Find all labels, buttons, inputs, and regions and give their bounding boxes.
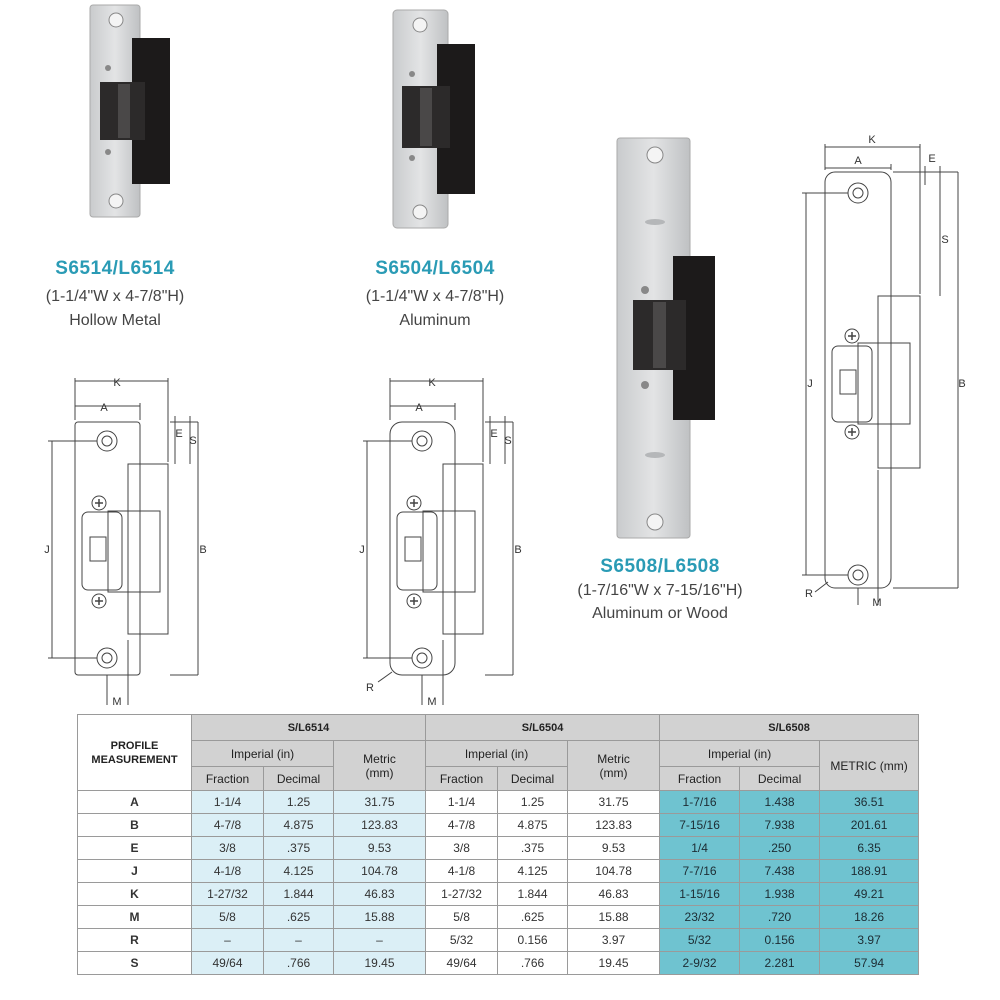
table-cell: 2-9/32 (660, 952, 740, 975)
table-cell: 46.83 (568, 883, 660, 906)
dim-label-j-6514: J (44, 544, 50, 556)
group-header-6514: S/L6514 (192, 715, 426, 741)
dim-label-s-6514: S (189, 435, 197, 447)
table-row (78, 814, 919, 837)
table-row (78, 837, 919, 860)
profile-header-line-2: MEASUREMENT (91, 753, 178, 766)
table-cell: .720 (740, 906, 820, 929)
row-label: M (78, 906, 192, 929)
table-cell: 6.35 (820, 837, 919, 860)
table-cell: 1/4 (660, 837, 740, 860)
table-cell: 19.45 (334, 952, 426, 975)
row-label: B (78, 814, 192, 837)
imperial-header-6504: Imperial (in) (426, 741, 568, 767)
table-cell: 3/8 (192, 837, 264, 860)
fraction-header: Fraction (426, 767, 498, 791)
table-cell: 31.75 (568, 791, 660, 814)
table-cell: .375 (498, 837, 568, 860)
imperial-header-6514: Imperial (in) (192, 741, 334, 767)
table-cell: 5/32 (660, 929, 740, 952)
table-cell: 0.156 (740, 929, 820, 952)
table-row (78, 906, 919, 929)
imperial-header-6508: Imperial (in) (660, 741, 820, 767)
metric-header-6504 (568, 741, 660, 791)
row-label: J (78, 860, 192, 883)
table-cell: 4.125 (264, 860, 334, 883)
table-cell: 1.938 (740, 883, 820, 906)
table-cell: 1.25 (498, 791, 568, 814)
table-cell: 36.51 (820, 791, 919, 814)
table-cell: .375 (264, 837, 334, 860)
table-cell: 1-7/16 (660, 791, 740, 814)
table-cell: – (264, 929, 334, 952)
model-size-6514: (1-1/4"W x 4-7/8"H) (45, 288, 185, 305)
dim-label-b-6504: B (514, 544, 522, 556)
profile-header (78, 715, 192, 791)
dim-label-m-6514: M (112, 696, 122, 708)
metric-header-6508: METRIC (mm) (820, 741, 919, 791)
metric-header-line-1: Metric (363, 751, 396, 766)
decimal-header: Decimal (498, 767, 568, 791)
table-cell: – (192, 929, 264, 952)
dim-label-e-6508: E (928, 153, 936, 165)
dim-label-j-6508: J (807, 378, 813, 390)
dim-label-k-6514: K (113, 377, 121, 389)
model-material-6504: Aluminum (399, 312, 471, 329)
dim-label-b-6514: B (199, 544, 207, 556)
table-cell: 104.78 (334, 860, 426, 883)
model-name-6514: S6514/L6514 (55, 258, 175, 279)
model-name-6508: S6508/L6508 (600, 556, 720, 577)
table-cell: .766 (498, 952, 568, 975)
model-name-6504: S6504/L6504 (375, 258, 495, 279)
table-cell: 31.75 (334, 791, 426, 814)
table-row (78, 791, 919, 814)
table-cell: 5/8 (426, 906, 498, 929)
metric-header-line-2: (mm) (365, 765, 394, 780)
table-cell: .766 (264, 952, 334, 975)
table-cell: 7.938 (740, 814, 820, 837)
metric-header-6514 (334, 741, 426, 791)
table-cell: 7.438 (740, 860, 820, 883)
spec-table (77, 714, 919, 975)
table-cell: 1.25 (264, 791, 334, 814)
table-cell: 7-7/16 (660, 860, 740, 883)
model-size-6508: (1-7/16"W x 7-15/16"H) (577, 582, 743, 599)
metric-header-line-1: Metric (597, 751, 630, 766)
table-cell: 4.875 (264, 814, 334, 837)
row-label: E (78, 837, 192, 860)
table-cell: 4-7/8 (192, 814, 264, 837)
table-row (78, 883, 919, 906)
table-cell: 15.88 (334, 906, 426, 929)
table-cell: 3.97 (568, 929, 660, 952)
table-cell: 1.438 (740, 791, 820, 814)
row-label: A (78, 791, 192, 814)
group-header-6508: S/L6508 (660, 715, 919, 741)
table-cell: 188.91 (820, 860, 919, 883)
dim-label-s-6508: S (941, 234, 949, 246)
table-cell: 5/8 (192, 906, 264, 929)
table-cell: 123.83 (568, 814, 660, 837)
table-cell: .625 (498, 906, 568, 929)
table-cell: 5/32 (426, 929, 498, 952)
metric-header-line-2: (mm) (599, 765, 628, 780)
dim-label-a-6508: A (854, 155, 862, 167)
dim-label-r-6504: R (366, 682, 374, 694)
table-cell: 15.88 (568, 906, 660, 929)
dim-label-e-6504: E (490, 428, 498, 440)
table-cell: 3.97 (820, 929, 919, 952)
decimal-header: Decimal (264, 767, 334, 791)
table-cell: 49/64 (426, 952, 498, 975)
table-cell: 123.83 (334, 814, 426, 837)
table-row (78, 929, 919, 952)
dim-label-m-6508: M (872, 597, 882, 609)
table-cell: 4-7/8 (426, 814, 498, 837)
dim-label-r-6508: R (805, 588, 813, 600)
group-header-6504: S/L6504 (426, 715, 660, 741)
table-cell: 4-1/8 (426, 860, 498, 883)
table-cell: 1-27/32 (192, 883, 264, 906)
row-label: R (78, 929, 192, 952)
dim-label-k-6508: K (868, 134, 876, 146)
row-label: K (78, 883, 192, 906)
decimal-header: Decimal (740, 767, 820, 791)
table-cell: .250 (740, 837, 820, 860)
table-cell: 1-1/4 (192, 791, 264, 814)
table-cell: 1-1/4 (426, 791, 498, 814)
dim-label-k-6504: K (428, 377, 436, 389)
table-cell: 7-15/16 (660, 814, 740, 837)
table-cell: 4.125 (498, 860, 568, 883)
dimension-drawing-6508 (802, 144, 958, 605)
table-cell: 23/32 (660, 906, 740, 929)
dim-label-j-6504: J (359, 544, 365, 556)
table-cell: 46.83 (334, 883, 426, 906)
dim-label-e-6514: E (175, 428, 183, 440)
fraction-header: Fraction (660, 767, 740, 791)
table-cell: 49/64 (192, 952, 264, 975)
table-cell: 19.45 (568, 952, 660, 975)
table-row (78, 860, 919, 883)
table-cell: – (334, 929, 426, 952)
model-material-6508: Aluminum or Wood (592, 605, 728, 622)
table-cell: 1-27/32 (426, 883, 498, 906)
table-cell: 18.26 (820, 906, 919, 929)
table-cell: 3/8 (426, 837, 498, 860)
table-cell: 4-1/8 (192, 860, 264, 883)
dim-label-b-6508: B (958, 378, 966, 390)
model-size-6504: (1-1/4"W x 4-7/8"H) (365, 288, 505, 305)
dim-label-a-6514: A (100, 402, 108, 414)
table-cell: 1.844 (264, 883, 334, 906)
table-cell: 201.61 (820, 814, 919, 837)
table-cell: 104.78 (568, 860, 660, 883)
table-cell: 2.281 (740, 952, 820, 975)
table-cell: 49.21 (820, 883, 919, 906)
dim-label-m-6504: M (427, 696, 437, 708)
model-material-6514: Hollow Metal (69, 312, 161, 329)
dim-label-a-6504: A (415, 402, 423, 414)
dim-label-s-6504: S (504, 435, 512, 447)
table-cell: 57.94 (820, 952, 919, 975)
table-cell: 9.53 (334, 837, 426, 860)
row-label: S (78, 952, 192, 975)
profile-header-line-1: PROFILE (110, 739, 159, 752)
table-cell: 4.875 (498, 814, 568, 837)
table-row (78, 952, 919, 975)
table-cell: 0.156 (498, 929, 568, 952)
spec-table-body (78, 791, 919, 975)
table-cell: 1-15/16 (660, 883, 740, 906)
table-cell: 1.844 (498, 883, 568, 906)
table-cell: 9.53 (568, 837, 660, 860)
table-cell: .625 (264, 906, 334, 929)
fraction-header: Fraction (192, 767, 264, 791)
